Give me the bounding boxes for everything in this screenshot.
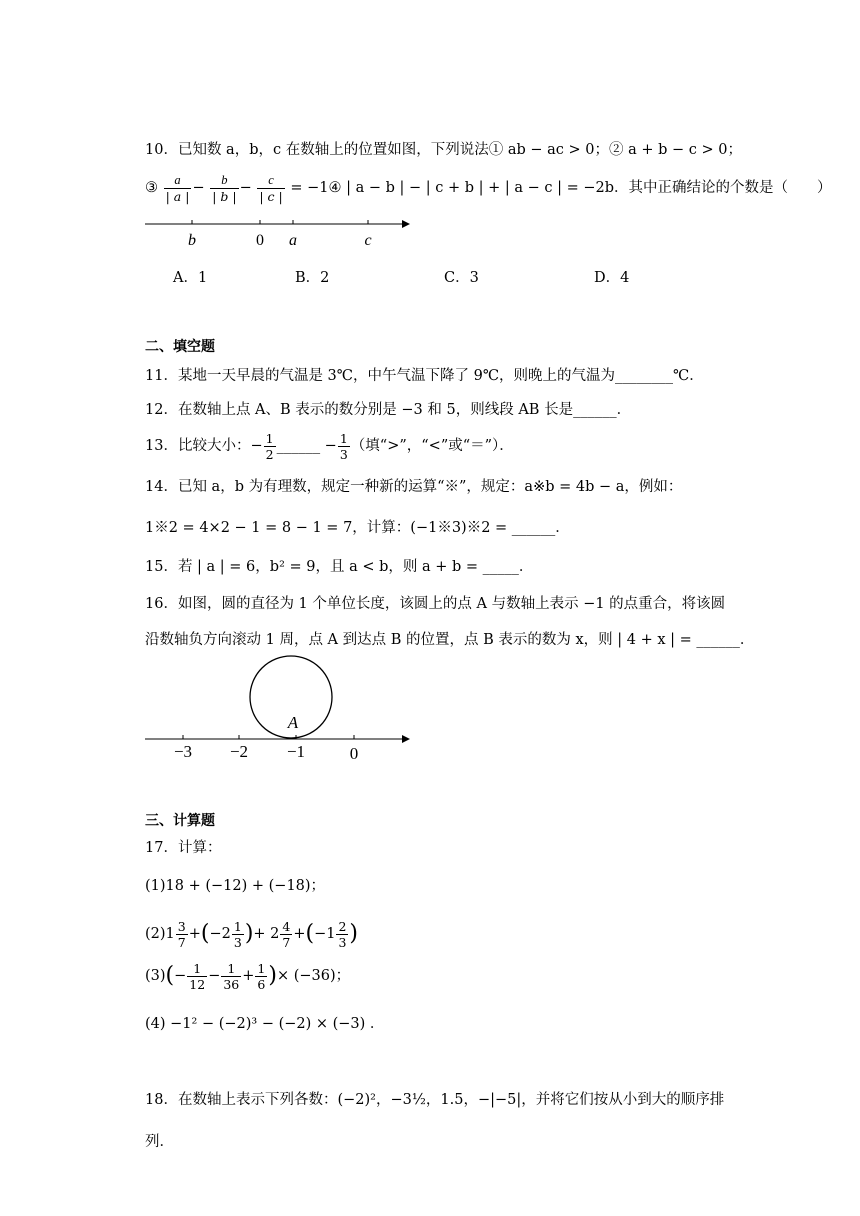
q16-line1: 16．如图，圆的直径为 1 个单位长度，该圆上的点 A 与数轴上表示 −1 的点重合，将该圆 bbox=[145, 596, 726, 612]
section-heading-calculation: 三、计算题 bbox=[145, 813, 215, 829]
point-a-label: A bbox=[287, 713, 299, 732]
q16-line2: 沿数轴负方向滚动 1 周，点 A 到达点 B 的位置，点 B 表示的数为 x，则 | 4 + x | = ______． bbox=[145, 632, 755, 648]
axis-label-0: 0 bbox=[349, 744, 359, 763]
q10-expression: = −1④ | a − b | − | c + b | + | a − c | = −2b bbox=[290, 180, 615, 196]
axis-label-c: c bbox=[364, 232, 372, 249]
q17-part3: (3)(− $\frac{1}{12}$ − $\frac{1}{36}$ + $\frac{1}{6}$ )× (−36)； bbox=[145, 960, 351, 992]
q14-line1: 14．已知 a，b 为有理数，规定一种新的运算“※”，规定：a※b = 4b − a，例如： bbox=[145, 479, 683, 495]
q17-part2: (2)1 $\frac{3}{7}$ +(−2 $\frac{1}{3}$ )+ 2 $\frac{4}{7}$ +(−1 $\frac{2}{3}$ ) bbox=[145, 918, 359, 950]
q17-title: 17．计算： bbox=[145, 840, 222, 856]
q17-part3-tail: × (−36)； bbox=[276, 968, 351, 984]
q13 bbox=[145, 426, 514, 466]
q10-line2: ③ $\frac{a}{| a |}$ − $\frac{b}{| b |}$ − $\frac{c}{| c |}$ = −1④ | a − b | − | c + b | + | a − c | = −2b．其中正确结论的个数是（ ） bbox=[145, 172, 832, 204]
axis-label-minus-1: −1 bbox=[286, 742, 306, 761]
q13-blank: ______ − bbox=[276, 438, 337, 454]
axis-label-b: b bbox=[188, 232, 196, 249]
q18-line1: 18．在数轴上表示下列各数：(−2)²，−3½，1.5，−|−5|，并将它们按从小到大的顺序排 bbox=[145, 1092, 725, 1108]
q10-option-c: C．3 bbox=[444, 270, 479, 286]
q13-suffix: （填“>”，“<”或“＝”）． bbox=[350, 438, 514, 454]
q11: 11．某地一天早晨的气温是 3℃，中午气温下降了 9℃，则晚上的气温为________℃． bbox=[145, 368, 704, 384]
q15: 15．若 | a | = 6，b² = 9，且 a < b，则 a + b = _____． bbox=[145, 559, 534, 575]
q17-part3-label: (3) bbox=[145, 968, 166, 984]
q10-question: ．其中正确结论的个数是（ ） bbox=[614, 180, 832, 196]
q18-line2: 列． bbox=[145, 1134, 174, 1150]
q13-fraction-1: $\frac{1}{2}$ bbox=[265, 430, 274, 462]
axis-label-a: a bbox=[289, 232, 297, 249]
fraction-a-over-abs-a: $\frac{a}{| a |}$ bbox=[165, 172, 190, 204]
q16-figure bbox=[140, 652, 420, 767]
q10-number-line bbox=[140, 212, 420, 252]
q14-line2: 1※2 = 4×2 − 1 = 8 − 1 = 7，计算：(−1※3)※2 = ______． bbox=[145, 520, 570, 536]
axis-label-minus-3: −3 bbox=[173, 742, 193, 761]
axis-label-0: 0 bbox=[256, 232, 264, 249]
fraction-c-over-abs-c: $\frac{c}{| c |}$ bbox=[259, 172, 283, 204]
q10-option-d: D．4 bbox=[594, 270, 630, 286]
q13-prefix: 13．比较大小：− bbox=[145, 438, 263, 454]
q17-part4: (4) −1² − (−2)³ − (−2) × (−3) ． bbox=[145, 1016, 385, 1032]
section-heading-fill-in: 二、填空题 bbox=[145, 339, 215, 355]
q17-part1: (1)18 + (−12) + (−18)； bbox=[145, 878, 326, 894]
q17-part2-label: (2) bbox=[145, 926, 166, 942]
q10-option-b: B．2 bbox=[295, 270, 330, 286]
q10-circle3: ③ bbox=[145, 180, 158, 196]
axis-label-minus-2: −2 bbox=[229, 742, 249, 761]
q12: 12．在数轴上点 A、B 表示的数分别是 −3 和 5，则线段 AB 长是______． bbox=[145, 402, 632, 418]
q13-fraction-2: $\frac{1}{3}$ bbox=[339, 430, 348, 462]
q10-option-a: A．1 bbox=[173, 270, 208, 286]
fraction-b-over-abs-b: $\frac{b}{| b |}$ bbox=[212, 172, 237, 204]
q10-line1: 10．已知数 a，b，c 在数轴上的位置如图，下列说法① ab − ac > 0；② a + b − c > 0； bbox=[145, 142, 742, 158]
